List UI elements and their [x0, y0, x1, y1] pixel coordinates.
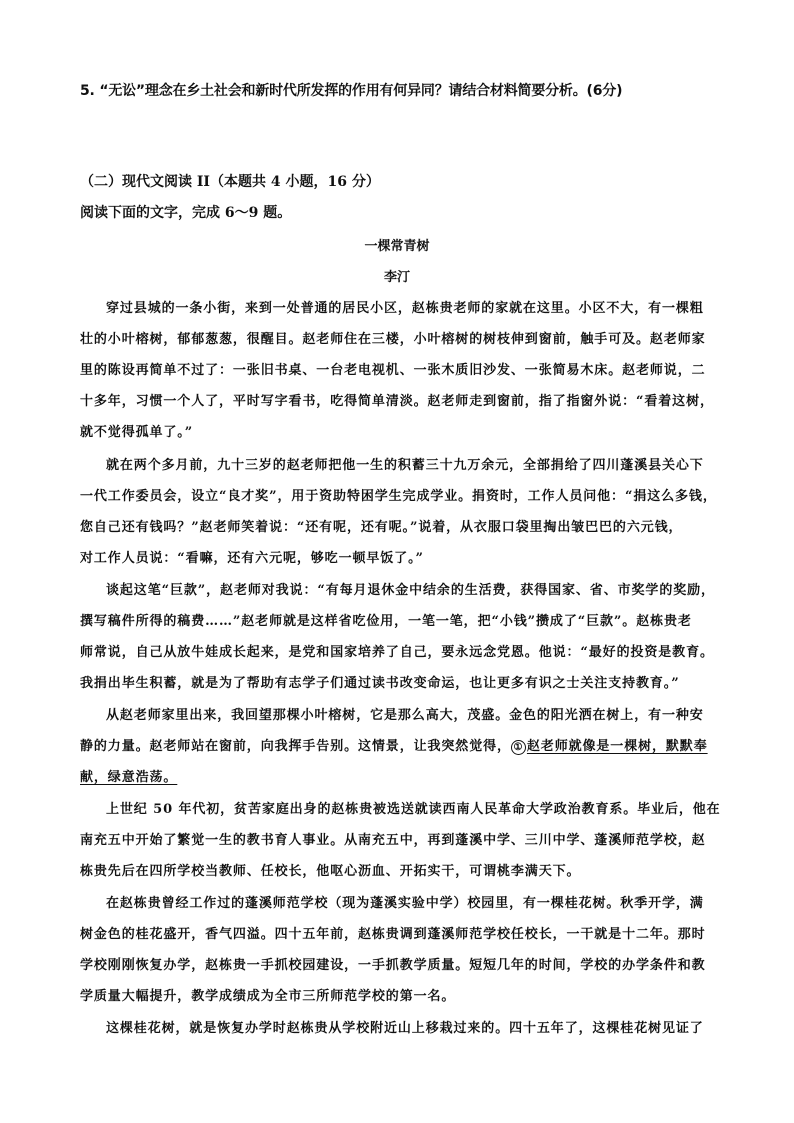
- paragraph-line: 南充五中开始了繁觉一生的教书育人事业。从南充五中，再到蓬溪中学、三川中学、蓬溪师范学校，赵: [80, 833, 706, 848]
- paragraph-line: 十多年，习惯一个人了，平时写字看书，吃得简单清淡。赵老师走到窗前，指了指窗外说：“看着这树，: [80, 394, 714, 409]
- paragraph-line: 就不觉得孤单了。”: [80, 425, 194, 440]
- paragraph-line: 对工作人员说：“看嘛，还有六元呢，够吃一顿早饭了。”: [80, 551, 424, 566]
- paragraph-line: 一代工作委员会，设立“良才奖”，用于资助特困学生完成学业。捐资时，工作人员问他：“捐这么多钱，: [80, 489, 717, 504]
- reading-instruction: 阅读下面的文字，完成 6～9 题。: [80, 205, 292, 221]
- paragraph-line: 从赵老师家里出来，我回望那棵小叶榕树，它是那么高大，茂盛。金色的阳光洒在树上，有一种安: [106, 708, 704, 723]
- paragraph-line: 在赵栋贵曾经工作过的蓬溪师范学校（现为蓬溪实验中学）校园里，有一棵桂花树。秋季开学，满: [106, 896, 704, 911]
- paragraph-line: 学校刚刚恢复办学，赵栋贵一手抓校园建设，一手抓教学质量。短短几年的时间，学校的办学条件和教: [80, 958, 706, 973]
- question-5: 5. “无讼”理念在乡土社会和新时代所发挥的作用有何异同？请结合材料简要分析。(6分): [80, 83, 623, 99]
- paragraph-line: 上世纪 50 年代初，贫苦家庭出身的赵栋贵被选送就读西南人民革命大学政治教育系。毕业后，他在: [106, 802, 721, 817]
- paragraph-line: 这棵桂花树，就是恢复办学时赵栋贵从学校附近山上移栽过来的。四十五年了，这棵桂花树见证了: [106, 1021, 704, 1036]
- paragraph-line-with-underline: [80, 735, 708, 755]
- paragraph-line: 您自己还有钱吗？”赵老师笑着说：“还有呢，还有呢。”说着，从衣服口袋里掏出皱巴巴的六元钱，: [80, 520, 683, 535]
- paragraph-line: 学质量大幅提升，教学成绩成为全市三所师范学校的第一名。: [80, 989, 456, 1004]
- paragraph-line: 撰写稿件所得的稿费……”赵老师就是这样省吃俭用，一笔一笔，把“小钱”攒成了“巨款”。赵栋贵老: [80, 614, 692, 629]
- paragraph-text: 静的力量。赵老师站在窗前，向我挥手告别。这情景，让我突然觉得，: [80, 739, 511, 754]
- article-author: 李汀: [383, 270, 410, 285]
- paragraph-line: 师常说，自己从放牛娃成长起来，是党和国家培养了自己，要永远念党恩。他说：“最好的投资是教育。: [80, 645, 714, 660]
- paragraph-line: 栋贵先后在四所学校当教师、任校长，他呕心沥血、开拓实干，可谓桃李满天下。: [80, 864, 581, 879]
- paragraph-line: 穿过县城的一条小街，来到一处普通的居民小区，赵栋贵老师的家就在这里。小区不大，有一棵粗: [106, 301, 704, 316]
- paragraph-line: [80, 766, 177, 785]
- paragraph-line: 树金色的桂花盛开，香气四溢。四十五年前，赵栋贵调到蓬溪师范学校任校长，一干就是十二年。那时: [80, 927, 706, 942]
- article-title: 一棵常青树: [364, 239, 430, 254]
- paragraph-line: 壮的小叶榕树，郁郁葱葱，很醒目。赵老师住在三楼，小叶榕树的树枝伸到窗前，触手可及。赵老师家: [80, 332, 706, 347]
- paragraph-line: 里的陈设再简单不过了：一张旧书桌、一台老电视机、一张木质旧沙发、一张简易木床。赵老师说，二: [80, 363, 706, 378]
- paragraph-line: 我捐出毕生积蓄，就是为了帮助有志学子们通过读书改变命运，也让更多有识之士关注支持教育。”: [80, 676, 680, 691]
- paragraph-line: 谈起这笔“巨款”，赵老师对我说：“有每月退休金中结余的生活费，获得国家、省、市奖学的奖励，: [106, 583, 715, 598]
- paragraph-line: 就在两个多月前，九十三岁的赵老师把他一生的积蓄三十九万余元，全部捐给了四川蓬溪县关心下: [106, 458, 704, 473]
- underline-marker: ①: [511, 740, 526, 755]
- underlined-sentence-end: 献，绿意浩荡。: [80, 770, 178, 785]
- section-heading: （二）现代文阅读 II（本题共 4 小题，16 分）: [80, 174, 380, 190]
- underlined-sentence: 赵老师就像是一棵树，默默奉: [526, 739, 708, 754]
